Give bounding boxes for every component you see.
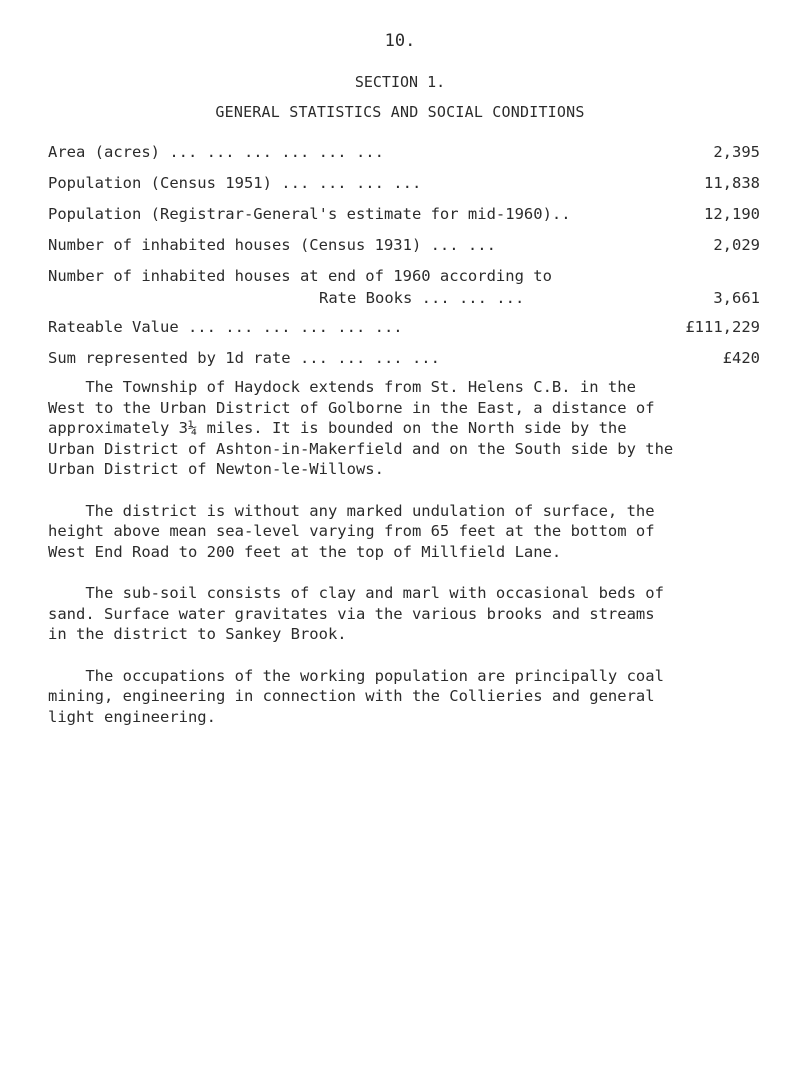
stat-label-continuation: Rate Books ... ... ...: [319, 289, 525, 307]
body-text: [48, 377, 768, 748]
stat-value: £420: [722, 349, 760, 367]
page-number: 10.: [384, 31, 416, 51]
stat-value: 11,838: [704, 174, 760, 192]
stat-value: 3,661: [713, 289, 760, 307]
stat-label: Sum represented by 1d rate ... ... ... ...: [48, 349, 440, 367]
section-title: SECTION 1.: [354, 73, 446, 91]
paragraph-occupations: The occupations of the working population are principally coal mining, engineering in connection with the Collieries and general light engineering.: [48, 666, 664, 726]
stat-row-houses-rate-books: [48, 267, 760, 309]
stat-label: Area (acres) ... ... ... ... ... ...: [48, 143, 384, 161]
stat-row-penny-rate: [48, 349, 760, 369]
statistics-table: [48, 143, 760, 380]
stat-label: Rateable Value ... ... ... ... ... ...: [48, 318, 403, 336]
section-subtitle: GENERAL STATISTICS AND SOCIAL CONDITIONS: [215, 103, 585, 121]
stat-value: £111,229: [685, 318, 760, 336]
stat-value: 12,190: [704, 205, 760, 223]
stat-row-population-estimate: [48, 205, 760, 225]
stat-row-population-census: [48, 174, 760, 194]
stat-row-houses-census: [48, 236, 760, 256]
stat-label: Population (Registrar-General's estimate for mid-1960)..: [48, 205, 571, 223]
stat-label: Population (Census 1951) ... ... ... ...: [48, 174, 422, 192]
paragraph-surface: The district is without any marked undulation of surface, the height above mean sea-level varying from 65 feet at the bottom of West End Road to 200 feet at the top of Millfield Lane.: [48, 501, 655, 561]
stat-row-rateable-value: [48, 318, 760, 338]
stat-label: Number of inhabited houses (Census 1931) ... ...: [48, 236, 496, 254]
paragraph-subsoil: The sub-soil consists of clay and marl with occasional beds of sand. Surface water gravitates via the various brooks and streams in the district to Sankey Brook.: [48, 584, 664, 643]
stat-row-area: [48, 143, 760, 163]
paragraph-boundaries: The Township of Haydock extends from St. Helens C.B. in the West to the Urban District of Golborne in the East, a distance of approximately 3¼ miles. It is bounded on the North side by the Urban District of Ashton-in-Makerfield and on the South side by the Urban District of Newton-le-Willows.: [48, 378, 674, 478]
stat-value: 2,029: [713, 236, 760, 254]
stat-label: Number of inhabited houses at end of 1960 according to: [48, 267, 552, 285]
stat-value: 2,395: [713, 143, 760, 161]
